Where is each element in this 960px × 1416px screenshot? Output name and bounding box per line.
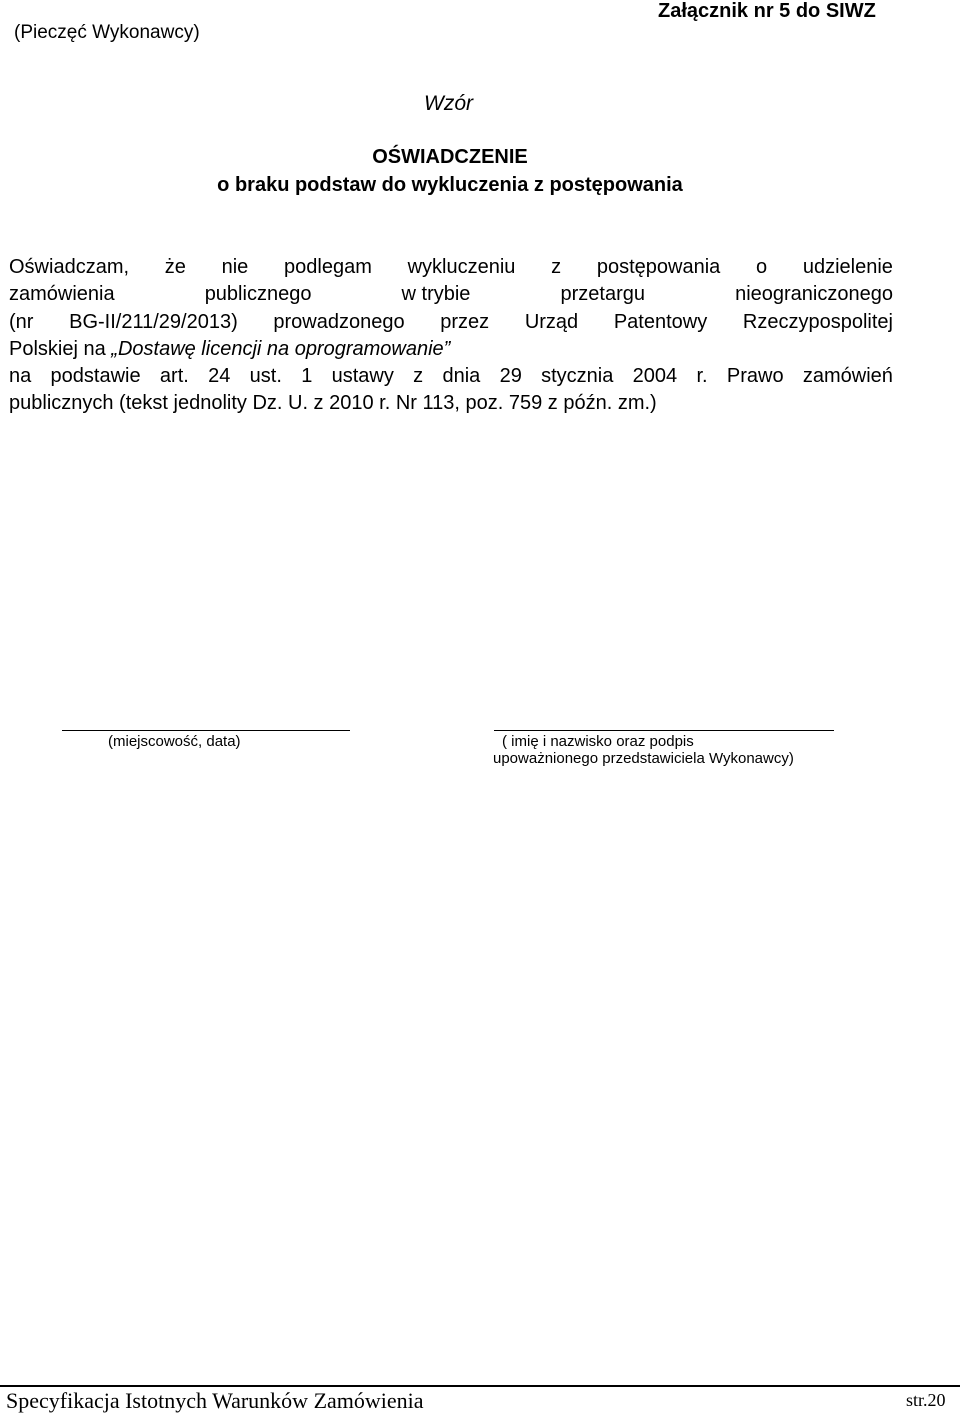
body-word: 24 [208,365,231,387]
body-word: Prawo [726,365,784,387]
body-word: postępowania [596,256,721,278]
body-word: Patentowy [613,311,708,333]
body-word: r. [696,365,708,387]
body-word: nieograniczonego [735,283,893,305]
body-word: 2004 [632,365,678,387]
body-word: zamówień [802,365,893,387]
signer-caption-line-1: ( imię i nazwisko oraz podpis [502,733,694,750]
body-line-3 [9,309,893,336]
place-date-caption: (miejscowość, data) [108,733,241,750]
body-word: wykluczeniu [407,256,516,278]
body-line-4 [9,336,893,363]
body-word: podstawie [50,365,141,387]
body-word: o [756,256,768,278]
document-subtitle: o braku podstaw do wykluczenia z postępowania [217,174,683,196]
body-word: Oświadczam, [9,256,130,278]
stamp-label: (Pieczęć Wykonawcy) [14,22,200,43]
annex-label: Załącznik nr 5 do SIWZ [658,0,876,22]
body-word: ust. [249,365,282,387]
body-word: z [413,365,424,387]
body-word: Rzeczypospolitej [742,311,893,333]
page-number: str.20 [906,1390,946,1410]
body-line-2 [9,281,893,308]
document-title: OŚWIADCZENIE [372,146,528,168]
tender-subject: „Dostawę licencji na oprogramowanie” [111,338,451,360]
body-line-1 [9,254,893,281]
body-word: przez [440,311,490,333]
body-word: art. [159,365,189,387]
body-word: nie [221,256,249,278]
footer-rule [0,1385,960,1387]
place-date-signature-line [62,730,350,731]
body-word: (nr [9,311,34,333]
signer-caption-line-2: upoważnionego przedstawiciela Wykonawcy) [493,750,794,767]
body-word: zamówienia [9,283,115,305]
body-word: Urząd [524,311,579,333]
body-word: przetargu [560,283,645,305]
template-label: Wzór [424,92,473,115]
body-word: publicznego [204,283,312,305]
body-word: na [9,365,32,387]
footer-title: Specyfikacja Istotnych Warunków Zamówienia [6,1388,424,1413]
body-line-5 [9,363,893,390]
body-word: 1 [301,365,313,387]
body-word: dnia [442,365,481,387]
body-line-6: publicznych (tekst jednolity Dz. U. z 2010 r. Nr 113, poz. 759 z późn. zm.) [9,392,657,414]
body-word: stycznia [541,365,614,387]
body-word: udzielenie [802,256,893,278]
body-word: prowadzonego [273,311,405,333]
signer-signature-line [494,730,834,731]
body-line-4-prefix: Polskiej na [9,338,112,360]
body-word: z [551,256,562,278]
body-word: ustawy [331,365,394,387]
body-word: BG-II/211/29/2013) [69,311,238,333]
body-word: że [164,256,186,278]
body-word: podlegam [284,256,372,278]
body-word: 29 [499,365,522,387]
body-word: w trybie [401,283,471,305]
